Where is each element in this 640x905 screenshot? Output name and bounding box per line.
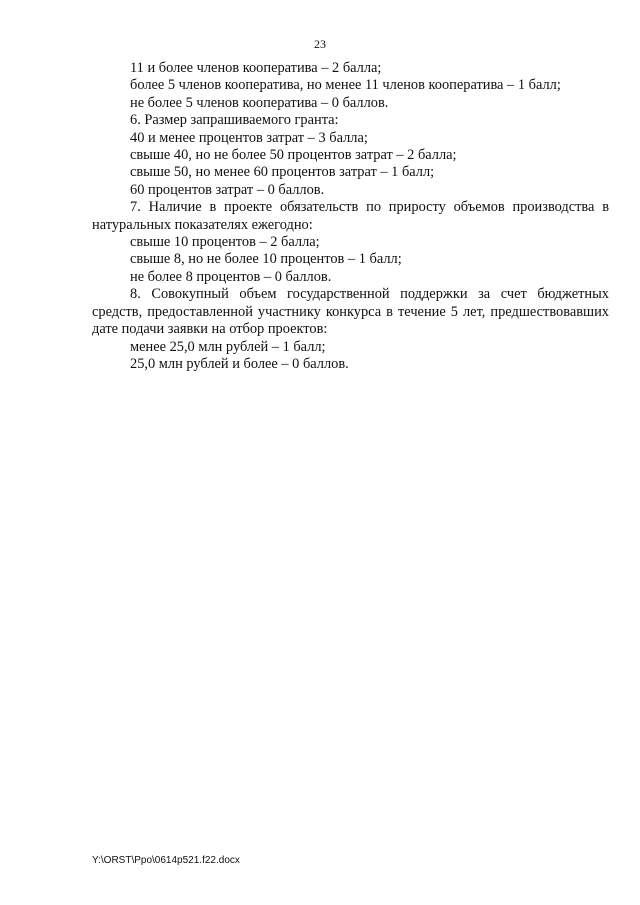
- text-line: свыше 50, но менее 60 процентов затрат – 1 балл;: [130, 164, 435, 181]
- text-line: не более 8 процентов – 0 баллов.: [130, 268, 332, 285]
- text-line: более 5 членов кооператива, но менее 11 членов кооператива – 1 балл;: [130, 77, 561, 94]
- text-line: свыше 40, но не более 50 процентов затрат – 2 балла;: [130, 147, 457, 164]
- text-line: не более 5 членов кооператива – 0 баллов.: [130, 94, 389, 111]
- page-number: 23: [314, 37, 326, 51]
- text-line: 60 процентов затрат – 0 баллов.: [130, 181, 325, 198]
- section-paragraph: 8. Совокупный объем государственной поддержки за счет бюджетных средств, предоставленной участнику конкурса в течение 5 лет, предшествовавших дате подачи заявки на отбор проектов:: [92, 286, 609, 338]
- text-line: 40 и менее процентов затрат – 3 балла;: [130, 129, 368, 146]
- document-body: [92, 60, 609, 373]
- file-path-footer: Y:\ORST\Ppo\0614p521.f22.docx: [92, 855, 240, 866]
- text-line: менее 25,0 млн рублей – 1 балл;: [130, 338, 326, 355]
- text-line: свыше 10 процентов – 2 балла;: [130, 234, 320, 251]
- text-line: свыше 8, но не более 10 процентов – 1 балл;: [130, 251, 402, 268]
- section-heading: 6. Размер запрашиваемого гранта:: [130, 112, 339, 129]
- text-line: 11 и более членов кооператива – 2 балла;: [130, 60, 382, 76]
- text-line: 25,0 млн рублей и более – 0 баллов.: [130, 355, 349, 372]
- section-paragraph: 7. Наличие в проекте обязательств по приросту объемов производства в натуральных показателях ежегодно:: [92, 199, 609, 233]
